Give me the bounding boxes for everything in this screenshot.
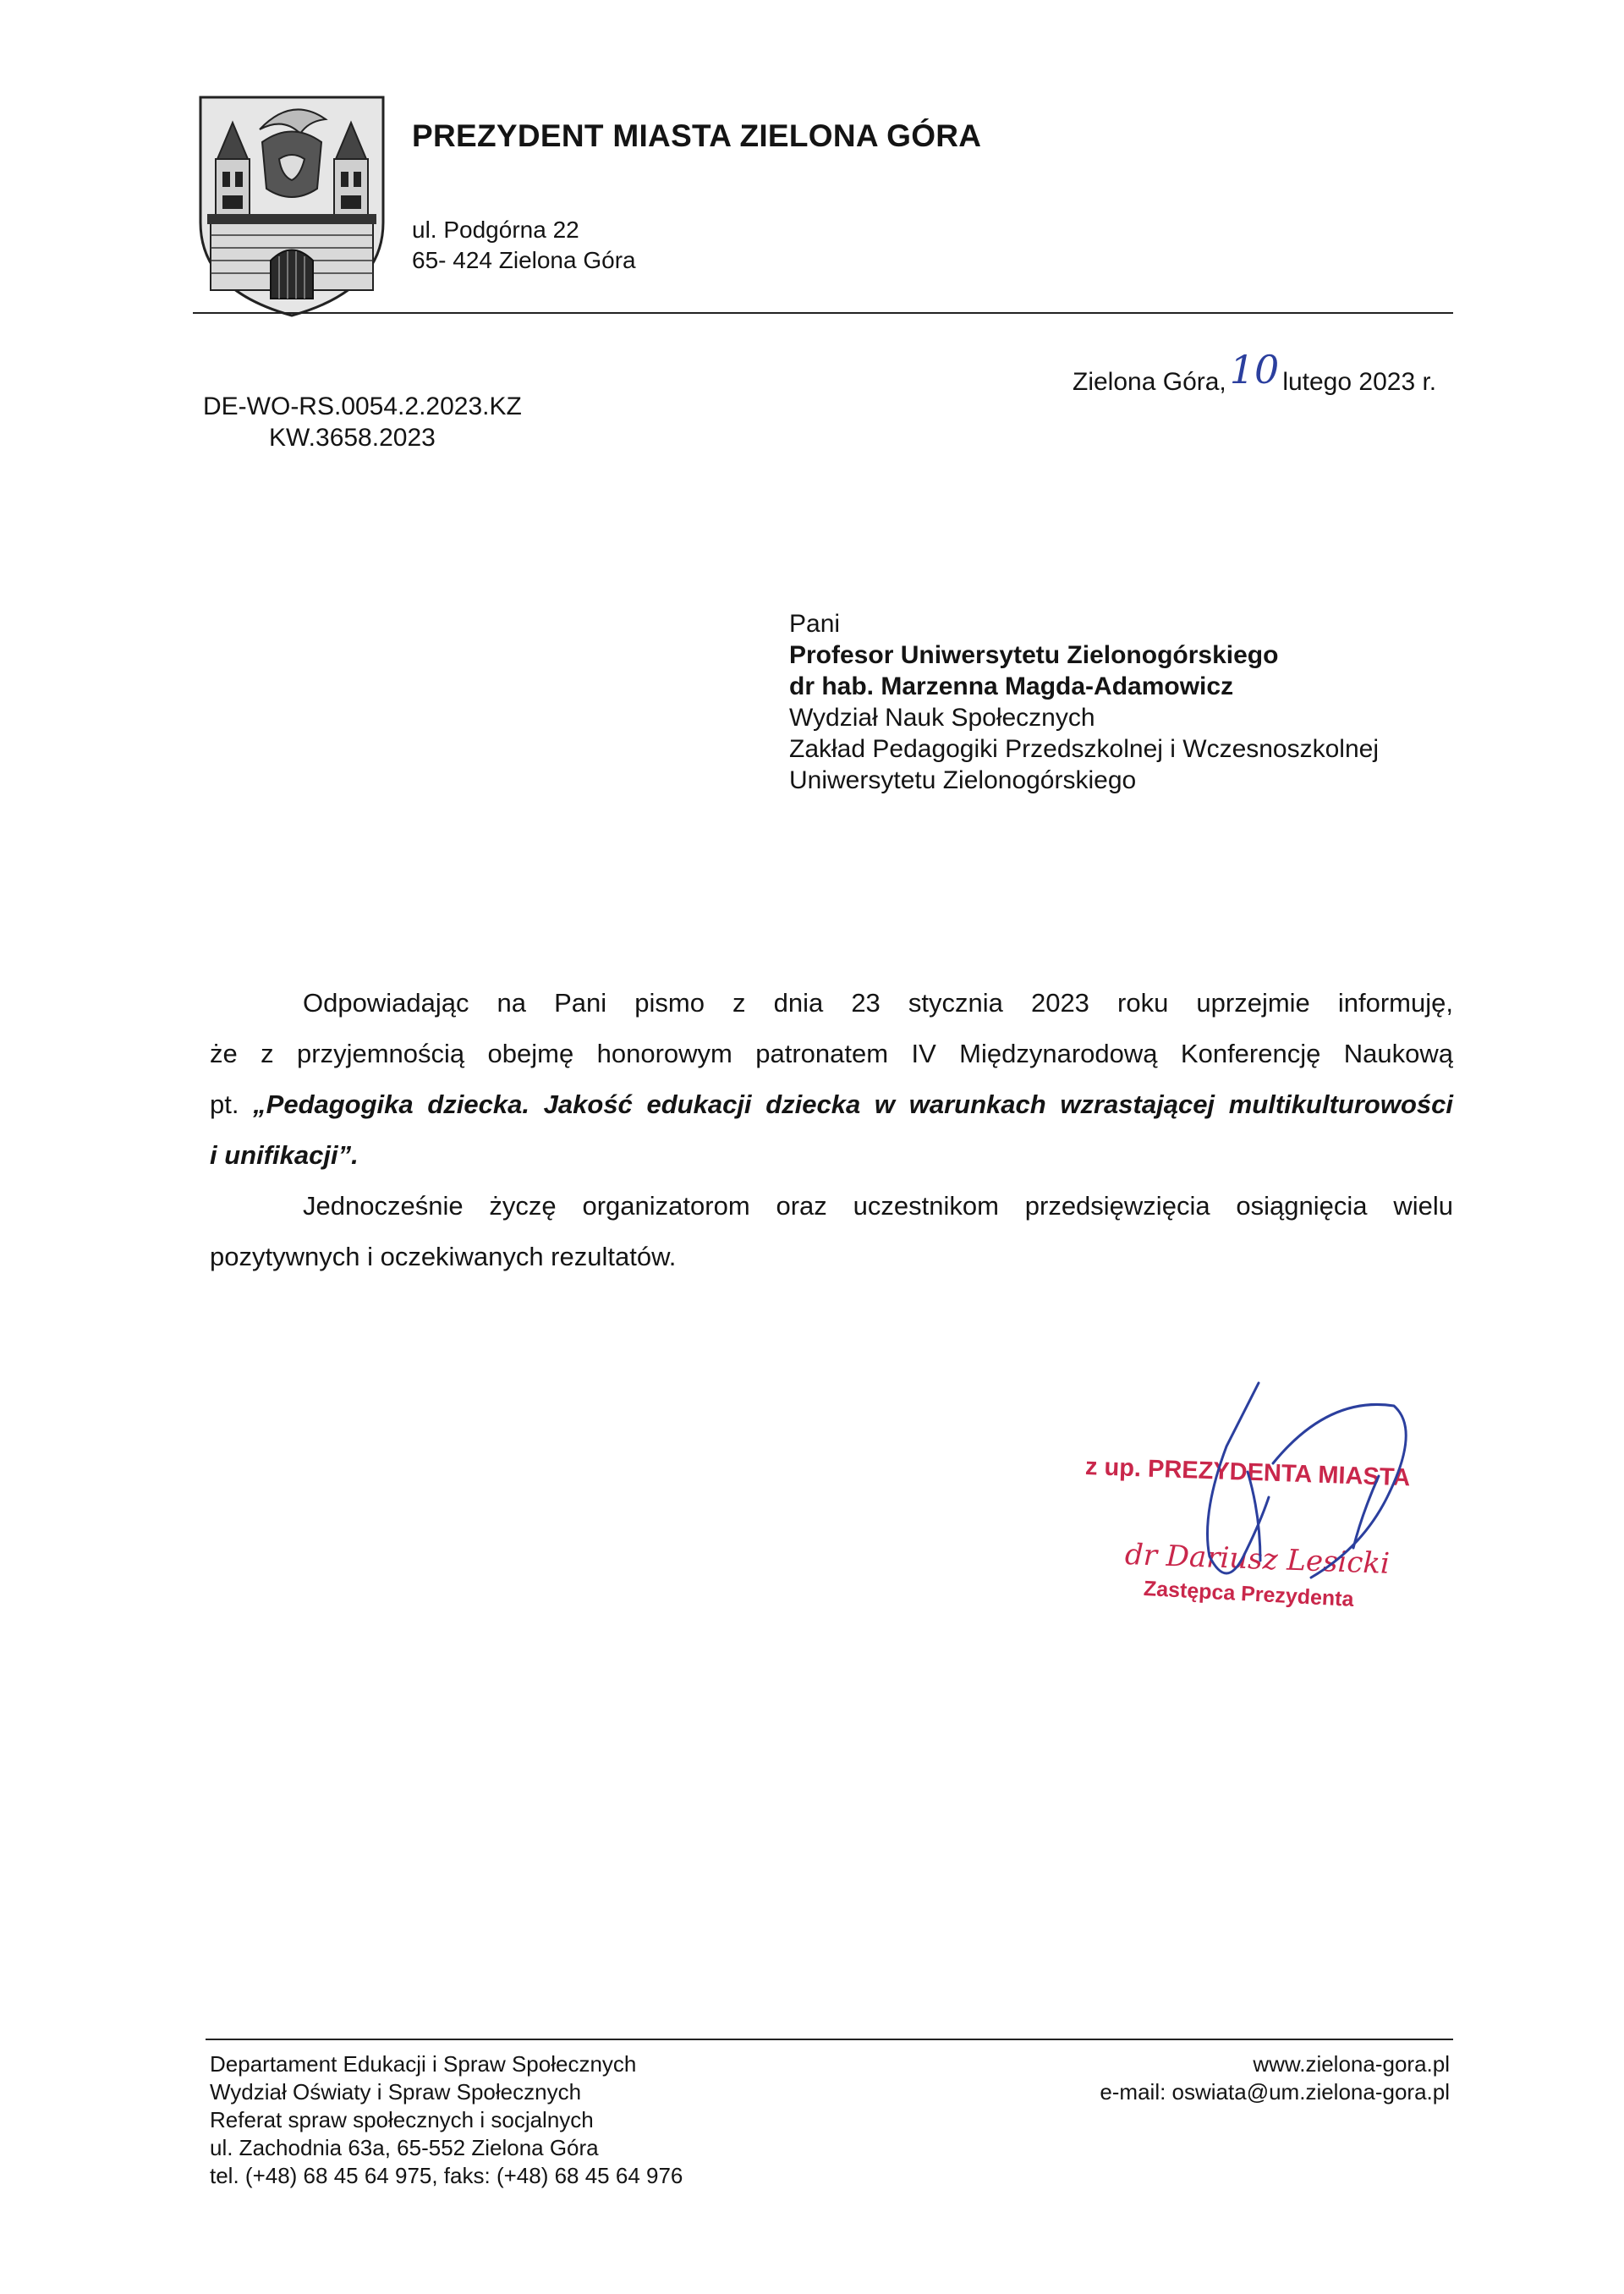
- handwritten-signature-icon: [1100, 1379, 1438, 1633]
- footer-division: Wydział Oświaty i Spraw Społecznych: [210, 2079, 582, 2105]
- footer-street-address: ul. Zachodnia 63a, 65-552 Zielona Góra: [210, 2135, 599, 2160]
- body-paragraph-2-line-2: pozytywnych i oczekiwanych rezultatów.: [210, 1242, 677, 1271]
- body-paragraph-1-line-1: Odpowiadając na Pani pismo z dnia 23 stycznia 2023 roku uprzejmie informuję,: [303, 988, 1453, 1018]
- footer-contact-block: [1100, 2050, 1450, 2106]
- recipient-unit: Zakład Pedagogiki Przedszkolnej i Wczesnoszkolnej: [789, 735, 1380, 763]
- office-title: PREZYDENT MIASTA ZIELONA GÓRA: [412, 118, 982, 153]
- recipient-name: dr hab. Marzenna Magda-Adamowicz: [789, 672, 1234, 700]
- date-suffix: lutego 2023 r.: [1282, 368, 1437, 396]
- date-day-handwritten: 10: [1229, 347, 1280, 392]
- signature-stamp-name: dr Dariusz Lesicki: [1124, 1538, 1391, 1581]
- letter-date: [1073, 347, 1437, 399]
- recipient-salutation: Pani: [789, 610, 841, 638]
- registry-reference-number: KW.3658.2023: [269, 424, 436, 452]
- footer-email-link[interactable]: e-mail: oswiata@um.zielona-gora.pl: [1100, 2079, 1450, 2105]
- conference-title-end: i unifikacji”.: [210, 1140, 359, 1170]
- footer-department-block: [210, 2050, 683, 2190]
- recipient-university: Uniwersytetu Zielonogórskiego: [789, 766, 1137, 794]
- recipient-title: Profesor Uniwersytetu Zielonogórskiego: [789, 641, 1279, 669]
- footer-section: Referat spraw społecznych i socjalnych: [210, 2107, 594, 2132]
- conference-title: „Pedagogika dziecka. Jakość edukacji dziecka w warunkach wzrastającej multikulturowości: [253, 1089, 1453, 1119]
- body-paragraph-1-line-2: że z przyjemnością obejmę honorowym patronatem IV Międzynarodową Konferencję Naukową: [210, 1039, 1453, 1068]
- case-reference-number: DE-WO-RS.0054.2.2023.KZ: [203, 392, 522, 420]
- footer-phone-fax: tel. (+48) 68 45 64 975, faks: (+48) 68 45 64 976: [210, 2163, 683, 2188]
- signature-stamp-authority: z up. PREZYDENTA MIASTA: [1084, 1453, 1411, 1492]
- footer-divider: [206, 2039, 1453, 2040]
- city-coat-of-arms-icon: [199, 96, 385, 317]
- body-paragraph-1-line-3: [210, 1079, 1453, 1130]
- footer-department: Departament Edukacji i Spraw Społecznych: [210, 2051, 637, 2077]
- footer-website-link[interactable]: www.zielona-gora.pl: [1253, 2051, 1450, 2077]
- date-prefix: Zielona Góra,: [1073, 368, 1226, 396]
- header-divider: [193, 312, 1453, 314]
- recipient-faculty: Wydział Nauk Społecznych: [789, 704, 1095, 732]
- signature-stamp-role: Zastępca Prezydenta: [1143, 1577, 1355, 1611]
- conference-prefix: pt.: [210, 1089, 254, 1119]
- office-address-city: 65- 424 Zielona Góra: [412, 247, 636, 273]
- office-address-street: ul. Podgórna 22: [412, 217, 579, 243]
- body-paragraph-2-line-1: Jednocześnie życzę organizatorom oraz uczestnikom przedsięwzięcia osiągnięcia wielu: [303, 1191, 1453, 1221]
